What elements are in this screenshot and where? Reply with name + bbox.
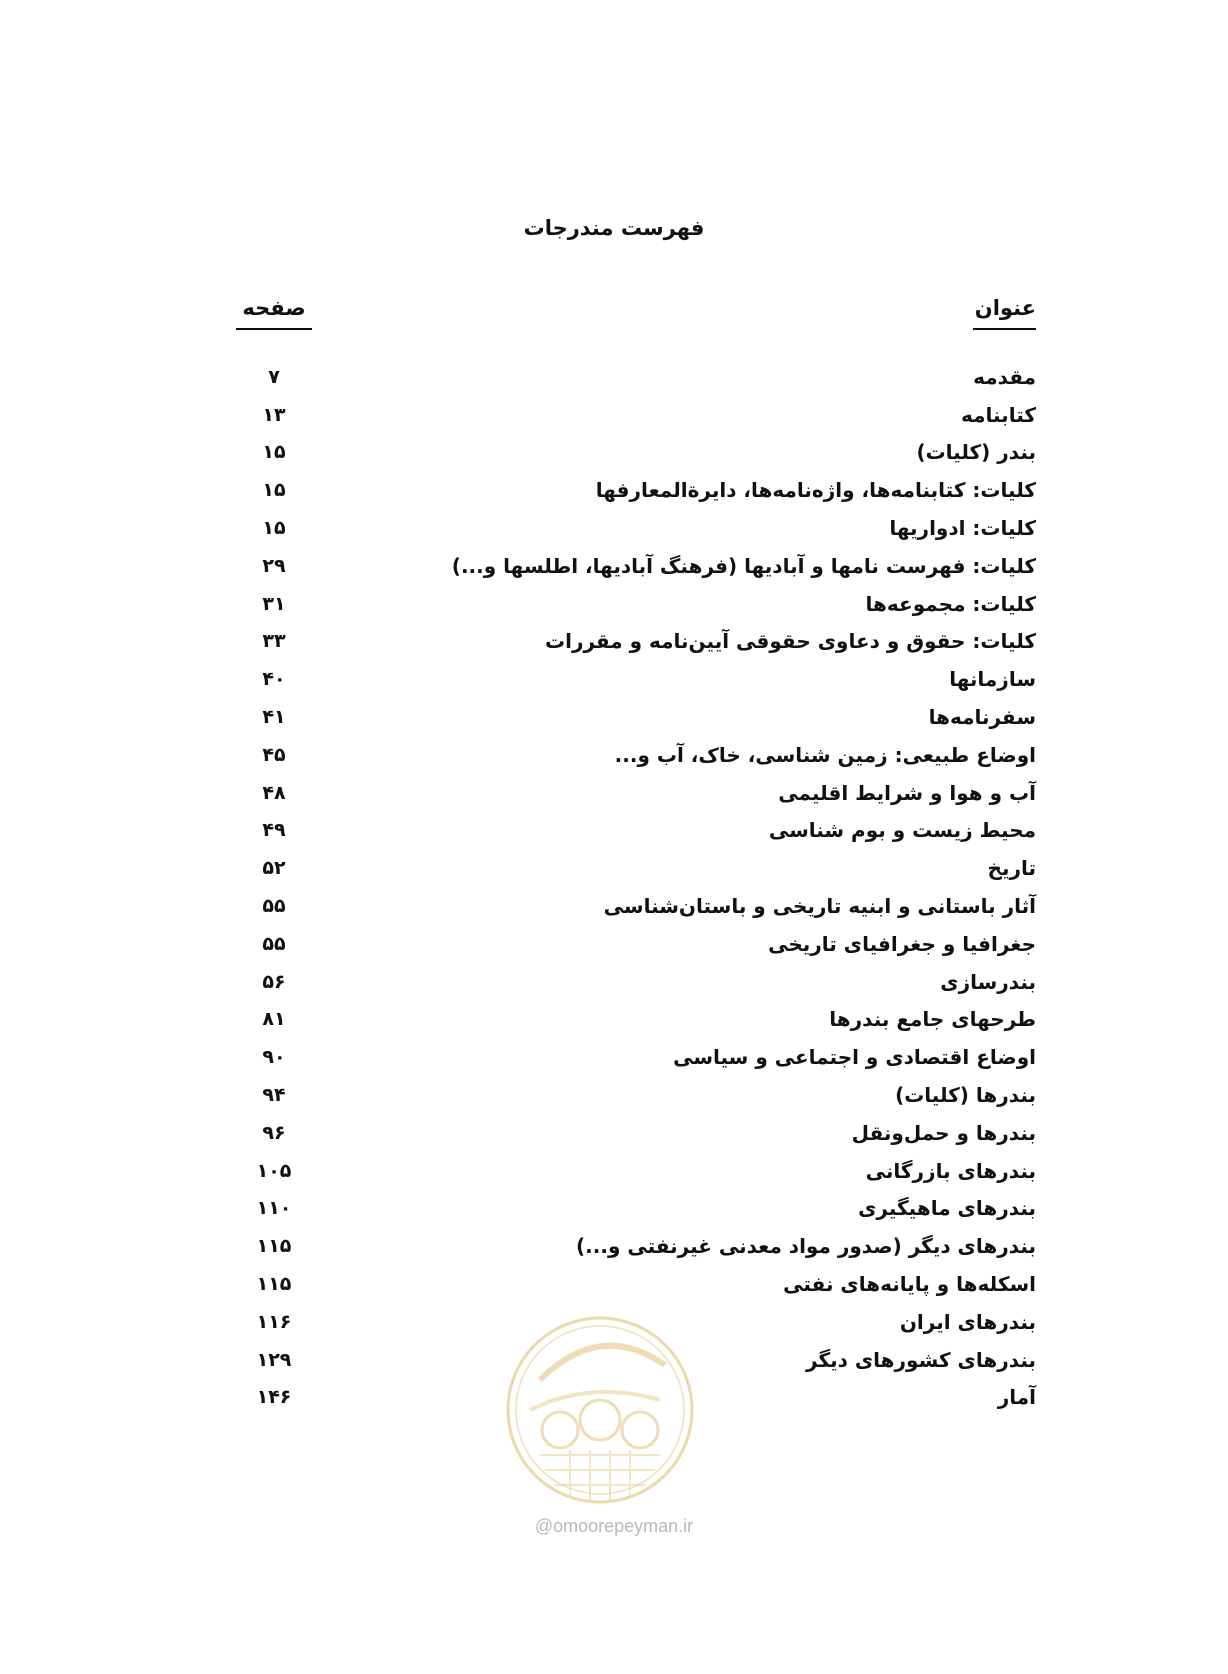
toc-entry-page: ۳۱ [262,592,286,615]
toc-entry-page: ۹۴ [262,1084,286,1107]
watermark-logo [500,1310,700,1510]
toc-entry-title: بندرهای دیگر (صدور مواد معدنی غیرنفتی و...) [576,1234,1036,1259]
toc-entry-page: ۹۶ [262,1121,286,1144]
toc-entry-page: ۴۵ [262,743,286,766]
toc-entry-page: ۱۲۹ [256,1348,292,1371]
toc-entry-page: ۲۹ [262,554,286,577]
watermark-url: @omoorepeyman.ir [534,1516,694,1536]
toc-entry-title: اوضاع طبیعی: زمین شناسی، خاک، آب و... [614,742,1036,767]
toc-entry [236,660,1036,698]
toc-entry [236,396,1036,434]
toc-entry-page: ۷ [268,365,280,388]
toc-entry [236,1076,1036,1114]
toc-entry-title: سفرنامه‌ها [928,705,1036,730]
toc-entry-title: کلیات: مجموعه‌ها [865,591,1036,616]
toc-entry-title: اسکله‌ها و پایانه‌های نفتی [783,1272,1036,1297]
toc-entry-page: ۵۶ [262,970,286,993]
toc-entry-page: ۱۴۶ [256,1386,292,1409]
toc-entry-title: بندرها (کلیات) [895,1083,1036,1108]
toc-entry-title: آثار باستانی و ابنیه تاریخی و باستان‌شناسی [603,894,1036,919]
page-title: فهرست مندرجات [523,216,705,240]
toc-entry [236,963,1036,1001]
toc-entry-page: ۴۸ [262,781,286,804]
toc-entry-title: بندرهای کشورهای دیگر [806,1347,1036,1372]
toc-entry-title: کلیات: حقوق و دعاوی حقوقی آیین‌نامه و مقررات [544,629,1036,654]
toc-entry [236,849,1036,887]
toc-entry [236,887,1036,925]
toc-entry-page: ۱۳ [262,403,286,426]
toc-entry [236,698,1036,736]
toc-entry-title: طرحهای جامع بندرها [829,1007,1036,1032]
toc-entry-page: ۹۰ [262,1046,286,1069]
toc-entry-title: مقدمه [973,364,1036,389]
toc-entry [236,1227,1036,1265]
toc-entry-page: ۱۵ [262,517,286,540]
toc-entry-page: ۱۱۶ [256,1310,292,1333]
toc-entry-page: ۳۳ [262,630,286,653]
toc-entry-title: بندرهای ایران [899,1309,1036,1334]
toc-entry-page: ۱۱۰ [256,1197,292,1220]
toc-entry-title: کلیات: فهرست نامها و آبادیها (فرهنگ آبادیها، اطلسها و...) [451,553,1036,578]
toc-entry [236,1114,1036,1152]
toc-entry-title: جغرافیا و جغرافیای تاریخی [768,931,1036,956]
toc-entry [236,812,1036,850]
toc-entry-title: تاریخ [987,856,1036,881]
toc-entry [236,623,1036,661]
column-header-subject: عنوان [973,296,1036,330]
table-of-contents [236,358,1036,1416]
toc-entry [236,358,1036,396]
toc-entry-page: ۵۲ [262,857,286,880]
toc-entry-title: سازمانها [949,667,1036,692]
toc-entry-page: ۱۰۵ [256,1159,292,1182]
toc-entry-title: کلیات: کتابنامه‌ها، واژه‌نامه‌ها، دایرةالمعارفها [595,478,1036,503]
toc-entry [236,471,1036,509]
toc-entry-page: ۱۱۵ [256,1235,292,1258]
toc-entry-page: ۴۹ [262,819,286,842]
toc-entry-page: ۴۰ [262,668,286,691]
toc-entry-title: محیط زیست و بوم شناسی [768,818,1036,843]
toc-entry-page: ۱۵ [262,441,286,464]
toc-entry [236,736,1036,774]
toc-entry [236,774,1036,812]
toc-entry-title: بندر (کلیات) [916,440,1036,465]
toc-entry-title: اوضاع اقتصادی و اجتماعی و سیاسی [673,1045,1036,1070]
toc-entry-page: ۱۱۵ [256,1273,292,1296]
toc-entry [236,434,1036,472]
toc-entry [236,1038,1036,1076]
toc-entry [236,585,1036,623]
toc-entry-title: بندرسازی [940,969,1036,994]
toc-entry-title: کتابنامه [961,402,1036,427]
toc-entry-title: بندرها و حمل‌ونقل [851,1120,1036,1145]
toc-entry-title: کلیات: ادواریها [889,516,1036,541]
toc-entry-page: ۱۵ [262,479,286,502]
toc-entry [236,1152,1036,1190]
toc-entry [236,547,1036,585]
toc-entry-page: ۵۵ [262,932,286,955]
column-header-page: صفحه [236,296,312,330]
toc-entry-title: آمار [997,1385,1036,1410]
toc-entry-title: بندرهای بازرگانی [865,1158,1036,1183]
toc-entry [236,1190,1036,1228]
toc-entry-title: بندرهای ماهیگیری [858,1196,1036,1221]
toc-entry [236,1001,1036,1039]
toc-entry-page: ۸۱ [262,1008,286,1031]
toc-entry [236,509,1036,547]
toc-entry-page: ۵۵ [262,895,286,918]
toc-entry-title: آب و هوا و شرایط اقلیمی [778,780,1036,805]
toc-entry [236,925,1036,963]
toc-entry [236,1265,1036,1303]
toc-entry-page: ۴۱ [262,706,286,729]
